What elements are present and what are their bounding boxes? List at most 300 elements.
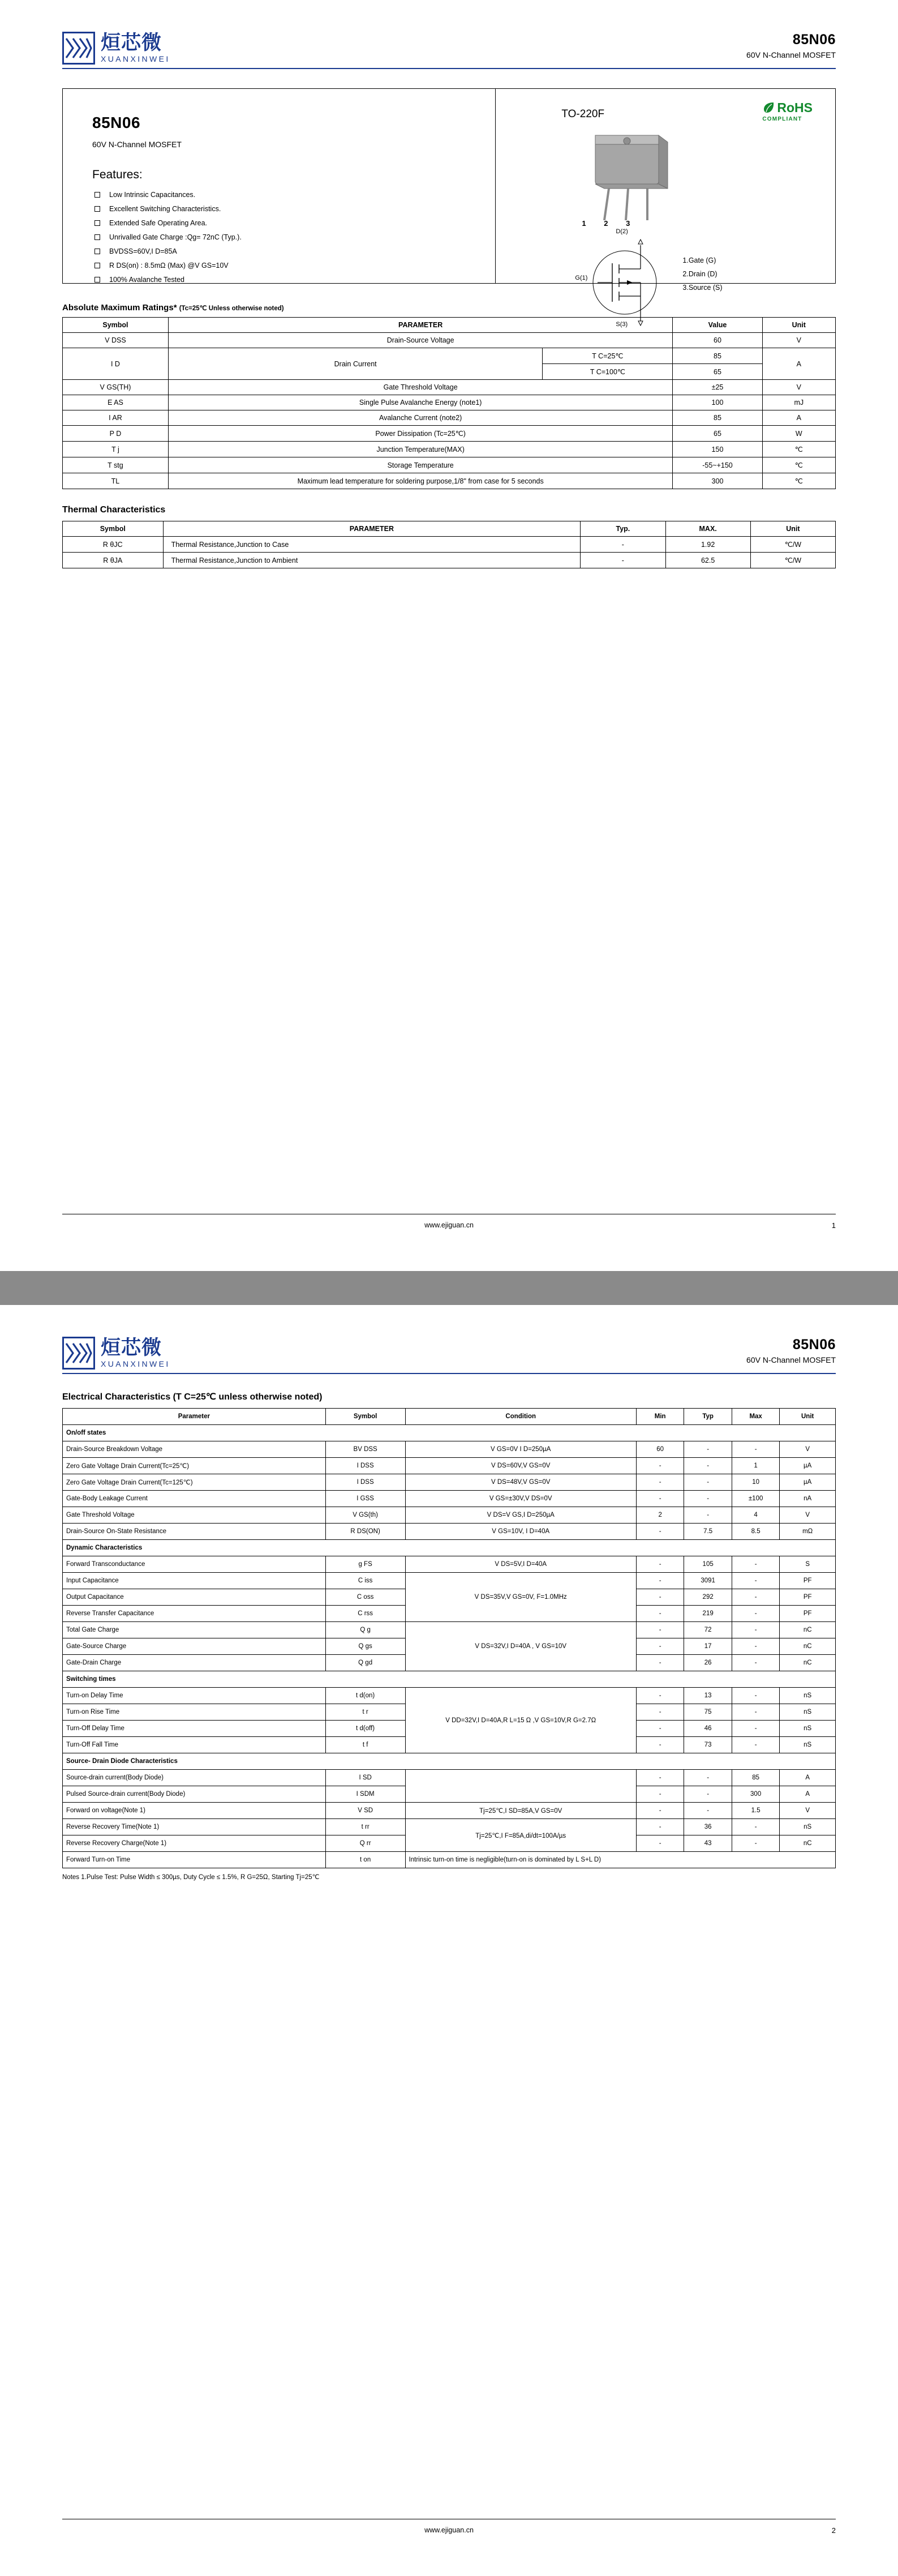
cell-max: - [732, 1737, 779, 1753]
cell-unit: ℃/W [750, 553, 835, 568]
cell-condition: V DS=60V,V GS=0V [405, 1458, 636, 1474]
cell-parameter: Thermal Resistance,Junction to Case [163, 537, 581, 553]
cell-typ: 73 [684, 1737, 732, 1753]
cell-min: - [636, 1573, 684, 1589]
table-row [63, 1852, 836, 1868]
cell-min: - [636, 1606, 684, 1622]
cell-unit: S [780, 1556, 836, 1573]
cell-condition [405, 1770, 636, 1803]
cell-unit: nC [780, 1638, 836, 1655]
cell-max: 1.92 [665, 537, 750, 553]
col-max: MAX. [665, 521, 750, 537]
cell-parameter: Gate-Source Charge [63, 1638, 326, 1655]
table-row [63, 473, 836, 489]
cell-parameter: Pulsed Source-drain current(Body Diode) [63, 1786, 326, 1803]
cell-symbol: Q gs [325, 1638, 405, 1655]
cell-max: - [732, 1573, 779, 1589]
cell-condition: V DS=V GS,I D=250µA [405, 1507, 636, 1524]
cell-max: - [732, 1589, 779, 1606]
cell-typ: 219 [684, 1606, 732, 1622]
cell-unit: W [762, 426, 835, 442]
list-item: Low Intrinsic Capacitances. [92, 191, 495, 199]
cell-max: - [732, 1441, 779, 1458]
cell-unit: nC [780, 1655, 836, 1671]
cell-min: - [636, 1491, 684, 1507]
page-1 [0, 0, 898, 1271]
cell-parameter: Reverse Transfer Capacitance [63, 1606, 326, 1622]
cell-unit: A [780, 1770, 836, 1786]
cell-max: 10 [732, 1474, 779, 1491]
cell-max: - [732, 1655, 779, 1671]
cell-symbol: g FS [325, 1556, 405, 1573]
cell-typ: 26 [684, 1655, 732, 1671]
cell-parameter: Forward on voltage(Note 1) [63, 1803, 326, 1819]
cell-parameter: Source-drain current(Body Diode) [63, 1770, 326, 1786]
thermal-title: Thermal Characteristics [62, 505, 166, 515]
cell-value: 60 [673, 333, 762, 348]
cell-parameter: Single Pulse Avalanche Energy (note1) [168, 395, 672, 410]
symbol-gate-label: G(1) [575, 275, 588, 281]
cell-min: - [636, 1622, 684, 1638]
header-subtitle: 60V N-Channel MOSFET [746, 1355, 836, 1364]
cell-condition: V DD=32V,I D=40A,R L=15 Ω ,V GS=10V,R G=2.7Ω [405, 1688, 636, 1753]
cell-parameter: Zero Gate Voltage Drain Current(Tc=25℃) [63, 1458, 326, 1474]
cell-condition: Intrinsic turn-on time is negligible(turn-on is dominated by L S+L D) [405, 1852, 835, 1868]
cell-condition: V DS=5V,I D=40A [405, 1556, 636, 1573]
cell-typ: 13 [684, 1688, 732, 1704]
cell-symbol: I DSS [325, 1458, 405, 1474]
cell-symbol: V DSS [63, 333, 169, 348]
page-number: 2 [831, 2526, 836, 2535]
cell-symbol: C iss [325, 1573, 405, 1589]
cell-min: - [636, 1474, 684, 1491]
list-item: Unrivalled Gate Charge :Qg= 72nC (Typ.). [92, 233, 495, 241]
cell-value: 100 [673, 395, 762, 410]
cell-typ: - [684, 1803, 732, 1819]
cell-typ: - [684, 1786, 732, 1803]
table-row [63, 1819, 836, 1835]
cell-max: - [732, 1638, 779, 1655]
electrical-characteristics-table [62, 1408, 836, 1868]
cell-symbol: t d(on) [325, 1688, 405, 1704]
cell-max: 62.5 [665, 553, 750, 568]
cell-value: 85 [673, 348, 762, 364]
table-row [63, 380, 836, 395]
cell-unit: PF [780, 1589, 836, 1606]
symbol-drain-label: D(2) [616, 228, 628, 235]
table-group-row [63, 1753, 836, 1770]
footer-url[interactable]: www.ejiguan.cn [424, 1221, 474, 1229]
table-notes: Notes 1.Pulse Test: Pulse Width ≤ 300µs, Duty Cycle ≤ 1.5%, R G=25Ω, Starting Tj=25℃ [62, 1874, 320, 1881]
table-row [63, 1441, 836, 1458]
cell-typ: 36 [684, 1819, 732, 1835]
rohs-text: RoHS [777, 100, 813, 115]
col-value: Value [673, 318, 762, 333]
cell-min: - [636, 1655, 684, 1671]
col-typ: Typ. [581, 521, 665, 537]
cell-max: - [732, 1556, 779, 1573]
cell-parameter: Forward Transconductance [63, 1556, 326, 1573]
cell-condition: V GS=0V I D=250µA [405, 1441, 636, 1458]
cell-parameter: Gate-Drain Charge [63, 1655, 326, 1671]
cell-condition: Tj=25℃,I F=85A,di/dt=100A/µs [405, 1819, 636, 1852]
table-row [63, 426, 836, 442]
cell-unit: PF [780, 1573, 836, 1589]
col-max: Max [732, 1409, 779, 1425]
cell-max: 85 [732, 1770, 779, 1786]
table-row [63, 395, 836, 410]
cell-condition: V DS=48V,V GS=0V [405, 1474, 636, 1491]
cell-min: - [636, 1770, 684, 1786]
cell-parameter: Power Dissipation (Tc=25℃) [168, 426, 672, 442]
page-2 [0, 1305, 898, 2576]
cell-unit: nC [780, 1622, 836, 1638]
cell-parameter: Drain Current [168, 348, 542, 380]
cell-parameter: Gate-Body Leakage Current [63, 1491, 326, 1507]
group-label: On/off states [63, 1425, 836, 1441]
cell-condition: V DS=32V,I D=40A , V GS=10V [405, 1622, 636, 1671]
cell-typ: 43 [684, 1835, 732, 1852]
group-label: Dynamic Characteristics [63, 1540, 836, 1556]
logo-mark-icon [62, 1337, 95, 1370]
table-header-row [63, 521, 836, 537]
cell-unit: nC [780, 1835, 836, 1852]
cell-condition: T C=100℃ [543, 364, 673, 380]
cell-parameter: Forward Turn-on Time [63, 1852, 326, 1868]
table-row [63, 1622, 836, 1638]
cell-symbol: C oss [325, 1589, 405, 1606]
logo-mark-icon [62, 32, 95, 65]
col-unit: Unit [750, 521, 835, 537]
cell-unit: V [762, 333, 835, 348]
cell-unit: nS [780, 1721, 836, 1737]
cell-min: - [636, 1589, 684, 1606]
cell-parameter: Turn-Off Delay Time [63, 1721, 326, 1737]
cell-typ: - [684, 1507, 732, 1524]
table-row [63, 1556, 836, 1573]
cell-symbol: V SD [325, 1803, 405, 1819]
cell-unit: A [780, 1786, 836, 1803]
cell-min: 2 [636, 1507, 684, 1524]
cell-min: - [636, 1819, 684, 1835]
cell-typ: - [581, 553, 665, 568]
cell-typ: 17 [684, 1638, 732, 1655]
cell-symbol: I D [63, 348, 169, 380]
cell-parameter: Gate Threshold Voltage [63, 1507, 326, 1524]
absolute-maximum-ratings-table [62, 317, 836, 489]
cell-value: 300 [673, 473, 762, 489]
cell-unit: ℃ [762, 473, 835, 489]
cell-symbol: Q rr [325, 1835, 405, 1852]
cell-max: 8.5 [732, 1524, 779, 1540]
cell-parameter: Turn-Off Fall Time [63, 1737, 326, 1753]
table-row [63, 410, 836, 426]
col-typ: Typ [684, 1409, 732, 1425]
group-label: Switching times [63, 1671, 836, 1688]
cell-parameter: Turn-on Rise Time [63, 1704, 326, 1721]
cell-parameter: Avalanche Current (note2) [168, 410, 672, 426]
header-subtitle: 60V N-Channel MOSFET [746, 50, 836, 59]
table-group-row [63, 1425, 836, 1441]
header-part-number: 85N06 [792, 32, 836, 48]
cell-symbol: R θJC [63, 537, 164, 553]
cell-max: - [732, 1606, 779, 1622]
cell-unit: ℃ [762, 442, 835, 457]
cell-min: 60 [636, 1441, 684, 1458]
footer-url[interactable]: www.ejiguan.cn [424, 2526, 474, 2534]
leaf-icon [762, 101, 775, 116]
cell-unit: ℃/W [750, 537, 835, 553]
rohs-badge [762, 101, 813, 122]
cell-max: - [732, 1835, 779, 1852]
col-condition: Condition [405, 1409, 636, 1425]
table-row [63, 442, 836, 457]
cell-value: 85 [673, 410, 762, 426]
cell-typ: 7.5 [684, 1524, 732, 1540]
cell-unit: V [780, 1507, 836, 1524]
cell-unit: nA [780, 1491, 836, 1507]
cell-min: - [636, 1688, 684, 1704]
col-parameter: PARAMETER [168, 318, 672, 333]
list-item: R DS(on) : 8.5mΩ (Max) @V GS=10V [92, 262, 495, 269]
cell-typ: - [684, 1491, 732, 1507]
page-header [62, 1337, 836, 1370]
cell-min: - [636, 1803, 684, 1819]
cell-parameter: Maximum lead temperature for soldering purpose,1/8" from case for 5 seconds [168, 473, 672, 489]
brand-name-cn: 烜芯微 [101, 1336, 162, 1359]
cell-value: 150 [673, 442, 762, 457]
cell-max: 1.5 [732, 1803, 779, 1819]
abs-max-title-note: (Tc=25℃ Unless otherwise noted) [179, 305, 284, 312]
cell-symbol: t on [325, 1852, 405, 1868]
cell-symbol: R DS(ON) [325, 1524, 405, 1540]
features-title: Features: [92, 168, 143, 181]
cell-max: ±100 [732, 1491, 779, 1507]
cell-symbol: P D [63, 426, 169, 442]
table-row [63, 333, 836, 348]
cell-symbol: I GSS [325, 1491, 405, 1507]
col-min: Min [636, 1409, 684, 1425]
symbol-source-label: S(3) [616, 321, 628, 328]
table-row [63, 348, 836, 364]
cell-symbol: E AS [63, 395, 169, 410]
table-row [63, 457, 836, 473]
cell-unit: V [762, 380, 835, 395]
features-list [92, 191, 495, 284]
list-item: BVDSS=60V,I D=85A [92, 247, 495, 255]
cell-min: - [636, 1835, 684, 1852]
list-item: 100% Avalanche Tested [92, 276, 495, 284]
table-group-row [63, 1540, 836, 1556]
cell-min: - [636, 1786, 684, 1803]
cell-symbol: t rr [325, 1819, 405, 1835]
cell-parameter: Zero Gate Voltage Drain Current(Tc=125℃) [63, 1474, 326, 1491]
table-header-row [63, 1409, 836, 1425]
cell-max: 4 [732, 1507, 779, 1524]
cell-condition: V GS=10V, I D=40A [405, 1524, 636, 1540]
cell-symbol: TL [63, 473, 169, 489]
cell-parameter: Junction Temperature(MAX) [168, 442, 672, 457]
brand-name-cn: 烜芯微 [101, 31, 162, 54]
col-unit: Unit [762, 318, 835, 333]
cell-typ: 75 [684, 1704, 732, 1721]
hero-part-number: 85N06 [92, 114, 141, 131]
cell-unit: nS [780, 1688, 836, 1704]
cell-typ: 46 [684, 1721, 732, 1737]
cell-symbol: I DSS [325, 1474, 405, 1491]
header-divider [62, 68, 836, 69]
cell-value: -55~+150 [673, 457, 762, 473]
cell-condition: V GS=±30V,V DS=0V [405, 1491, 636, 1507]
cell-min: - [636, 1737, 684, 1753]
table-row [63, 1770, 836, 1786]
cell-symbol: C rss [325, 1606, 405, 1622]
list-item: Extended Safe Operating Area. [92, 219, 495, 227]
thermal-characteristics-table [62, 521, 836, 568]
cell-condition: Tj=25℃,I SD=85A,V GS=0V [405, 1803, 636, 1819]
cell-typ: 3091 [684, 1573, 732, 1589]
cell-value: 65 [673, 364, 762, 380]
cell-symbol: Q g [325, 1622, 405, 1638]
cell-symbol: BV DSS [325, 1441, 405, 1458]
cell-parameter: Total Gate Charge [63, 1622, 326, 1638]
pin-numbers: 1 2 3 [582, 219, 638, 228]
cell-unit: mΩ [780, 1524, 836, 1540]
group-label: Source- Drain Diode Characteristics [63, 1753, 836, 1770]
cell-parameter: Output Capacitance [63, 1589, 326, 1606]
cell-typ: - [684, 1474, 732, 1491]
header-part-number: 85N06 [792, 1337, 836, 1353]
brand-logo [62, 32, 170, 65]
cell-unit: V [780, 1803, 836, 1819]
col-symbol: Symbol [63, 318, 169, 333]
cell-min: - [636, 1458, 684, 1474]
package-name: TO-220F [561, 108, 605, 120]
cell-parameter: Drain-Source Breakdown Voltage [63, 1441, 326, 1458]
cell-symbol: T j [63, 442, 169, 457]
hero-subtitle: 60V N-Channel MOSFET [92, 140, 182, 149]
page-header [62, 32, 836, 65]
cell-parameter: Drain-Source Voltage [168, 333, 672, 348]
brand-name-en: XUANXINWEI [101, 54, 170, 64]
cell-unit: V [780, 1441, 836, 1458]
cell-symbol: t r [325, 1704, 405, 1721]
cell-symbol: I SDM [325, 1786, 405, 1803]
cell-symbol: t d(off) [325, 1721, 405, 1737]
col-parameter: PARAMETER [163, 521, 581, 537]
cell-typ: 292 [684, 1589, 732, 1606]
brand-logo [62, 1337, 170, 1370]
cell-unit: µA [780, 1458, 836, 1474]
table-row [63, 1458, 836, 1474]
table-row [63, 1474, 836, 1491]
cell-symbol: V GS(th) [325, 1507, 405, 1524]
cell-parameter: Storage Temperature [168, 457, 672, 473]
cell-symbol: t f [325, 1737, 405, 1753]
table-group-row [63, 1671, 836, 1688]
cell-unit: A [762, 410, 835, 426]
page-2-footer [62, 2519, 836, 2534]
col-parameter: Parameter [63, 1409, 326, 1425]
page-number: 1 [831, 1221, 836, 1230]
header-divider [62, 1373, 836, 1374]
cell-min: - [636, 1556, 684, 1573]
cell-symbol: Q gd [325, 1655, 405, 1671]
table-row [63, 1507, 836, 1524]
cell-unit: nS [780, 1737, 836, 1753]
cell-unit: A [762, 348, 835, 380]
cell-min: - [636, 1721, 684, 1737]
cell-unit: PF [780, 1606, 836, 1622]
cell-max: 1 [732, 1458, 779, 1474]
electrical-title: Electrical Characteristics (T C=25℃ unless otherwise noted) [62, 1392, 323, 1402]
list-item: 2.Drain (D) [682, 269, 717, 278]
cell-unit: nS [780, 1704, 836, 1721]
cell-condition: V DS=35V,V GS=0V, F=1.0MHz [405, 1573, 636, 1622]
cell-min: - [636, 1638, 684, 1655]
cell-typ: - [684, 1770, 732, 1786]
pin-function-list [682, 254, 722, 294]
cell-max: - [732, 1622, 779, 1638]
col-unit: Unit [780, 1409, 836, 1425]
cell-symbol: T stg [63, 457, 169, 473]
page-1-footer [62, 1214, 836, 1229]
col-symbol: Symbol [325, 1409, 405, 1425]
cell-unit: mJ [762, 395, 835, 410]
col-symbol: Symbol [63, 521, 164, 537]
cell-parameter: Gate Threshold Voltage [168, 380, 672, 395]
list-item: 1.Gate (G) [682, 256, 716, 264]
cell-min: - [636, 1704, 684, 1721]
cell-max: - [732, 1704, 779, 1721]
cell-typ: - [581, 537, 665, 553]
cell-parameter: Drain-Source On-State Resistance [63, 1524, 326, 1540]
table-row [63, 1688, 836, 1704]
cell-unit: µA [780, 1474, 836, 1491]
cell-value: ±25 [673, 380, 762, 395]
cell-symbol: I AR [63, 410, 169, 426]
table-row [63, 537, 836, 553]
abs-max-title: Absolute Maximum Ratings* (Tc=25℃ Unless otherwise noted) [62, 303, 284, 313]
table-row [63, 1573, 836, 1589]
cell-max: - [732, 1721, 779, 1737]
cell-unit: nS [780, 1819, 836, 1835]
cell-condition: T C=25℃ [543, 348, 673, 364]
table-row [63, 553, 836, 568]
cell-typ: - [684, 1458, 732, 1474]
cell-max: 300 [732, 1786, 779, 1803]
cell-max: - [732, 1819, 779, 1835]
list-item: Excellent Switching Characteristics. [92, 205, 495, 213]
cell-unit: ℃ [762, 457, 835, 473]
cell-symbol: I SD [325, 1770, 405, 1786]
cell-parameter: Reverse Recovery Charge(Note 1) [63, 1835, 326, 1852]
list-item: 3.Source (S) [682, 283, 723, 292]
cell-typ: 105 [684, 1556, 732, 1573]
cell-value: 65 [673, 426, 762, 442]
cell-max: - [732, 1688, 779, 1704]
table-row [63, 1524, 836, 1540]
table-header-row [63, 318, 836, 333]
cell-typ: - [684, 1441, 732, 1458]
cell-parameter: Thermal Resistance,Junction to Ambient [163, 553, 581, 568]
cell-parameter: Input Capacitance [63, 1573, 326, 1589]
rohs-compliant-text: COMPLIANT [762, 116, 802, 122]
table-row [63, 1803, 836, 1819]
brand-name-en: XUANXINWEI [101, 1359, 170, 1369]
table-row [63, 1491, 836, 1507]
cell-min: - [636, 1524, 684, 1540]
